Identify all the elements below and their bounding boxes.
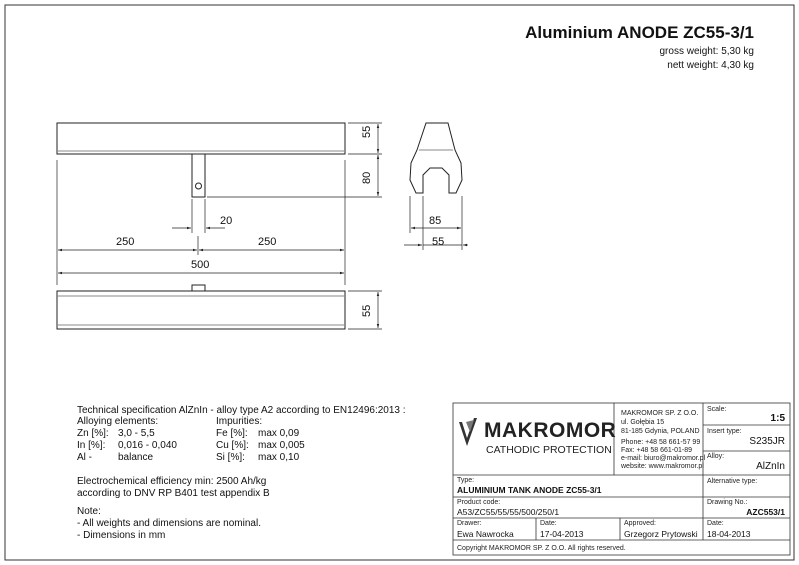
gross-weight: gross weight: 5,30 kg: [659, 46, 754, 57]
drawing-title: Aluminium ANODE ZC55-3/1: [525, 23, 754, 42]
company-phone: Phone: +48 58 661-57 99: [621, 439, 701, 446]
spec-val-zn: 3,0 - 5,5: [118, 428, 155, 439]
dim-label-55-side: 55: [361, 125, 373, 138]
alloy-label: Alloy:: [707, 453, 725, 460]
dim-label-500: 500: [191, 259, 210, 271]
drawing-no-value: AZC553/1: [746, 507, 785, 517]
product-code-label: Product code:: [457, 499, 501, 506]
company-email: e-mail: biuro@makromor.pl: [621, 455, 706, 462]
approved-value: Grzegorz Prytowski: [624, 529, 698, 539]
spec-impval-cu: max 0,005: [258, 440, 305, 451]
impurities-label: Impurities:: [216, 416, 263, 427]
nett-weight: nett weight: 4,30 kg: [667, 60, 754, 71]
brand-subtitle: CATHODIC PROTECTION: [486, 444, 612, 456]
makromor-logo-icon: [459, 418, 477, 446]
dim-label-85: 85: [429, 215, 442, 227]
spec-val-al: balance: [118, 452, 154, 463]
efficiency-line-2: according to DNV RP B401 test appendix B: [77, 488, 270, 499]
anode-profile-view: [410, 123, 462, 193]
spec-el-zn: Zn [%]:: [77, 428, 109, 439]
dim-label-55-bottom: 55: [361, 304, 373, 317]
dim-label-80: 80: [361, 171, 373, 184]
alloy-value: AlZnIn: [756, 461, 785, 472]
company-street: ul. Gołębia 15: [621, 419, 665, 426]
dim-55-side: [207, 123, 382, 197]
company-fax: Fax: +48 58 661-01-89: [621, 447, 693, 454]
copyright: Copyright MAKROMOR SP. Z O.O. All rights reserved.: [457, 545, 626, 552]
scale-value: 1:5: [770, 413, 785, 424]
dim-label-250-right: 250: [258, 236, 277, 248]
type-label: Type:: [457, 477, 475, 484]
dim-label-55-front: 55: [432, 236, 445, 248]
drawer-label: Drawer:: [457, 520, 482, 527]
approved-label: Approved:: [624, 520, 656, 527]
date-drawn-value: 17-04-2013: [540, 529, 584, 539]
spec-el-al: Al -: [77, 452, 92, 463]
note-1: - All weights and dimensions are nominal.: [77, 518, 261, 529]
type-value: ALUMINIUM TANK ANODE ZC55-3/1: [457, 485, 602, 495]
spec-heading: Technical specification AlZnIn - alloy type A2 according to EN12496:2013 :: [77, 405, 406, 416]
company-website: website: www.makromor.pl: [621, 463, 704, 470]
dim-20: [172, 199, 225, 233]
note-title: Note:: [77, 506, 101, 517]
spec-imp-si: Si [%]:: [216, 452, 245, 463]
spec-val-in: 0,016 - 0,040: [118, 440, 177, 451]
company-name: MAKROMOR SP. Z O.O.: [621, 410, 699, 417]
date-approved-label: Date:: [707, 520, 724, 527]
spec-el-in: In [%]:: [77, 440, 106, 451]
alternative-type-label: Alternative type:: [707, 478, 758, 485]
dim-label-20: 20: [220, 215, 233, 227]
dim-label-250-left: 250: [116, 236, 135, 248]
company-city: 81-185 Gdynia, POLAND: [621, 428, 700, 435]
drawer-value: Ewa Nawrocka: [457, 529, 514, 539]
product-code-value: A53/ZC55/55/55/500/250/1: [457, 507, 560, 517]
insert-type-value: S235JR: [749, 436, 785, 447]
spec-impval-si: max 0,10: [258, 452, 300, 463]
alloying-label: Alloying elements:: [77, 416, 159, 427]
brand-name: MAKROMOR: [484, 419, 617, 442]
spec-imp-cu: Cu [%]:: [216, 440, 249, 451]
spec-impval-fe: max 0,09: [258, 428, 300, 439]
drawing-no-label: Drawing No.:: [707, 499, 748, 506]
date-drawn-label: Date:: [540, 520, 557, 527]
anode-front-view: [57, 285, 345, 329]
date-approved-value: 18-04-2013: [707, 529, 751, 539]
scale-label: Scale:: [707, 406, 727, 413]
spec-imp-fe: Fe [%]:: [216, 428, 248, 439]
anode-top-view: [57, 123, 345, 197]
insert-type-label: Insert type:: [707, 428, 742, 435]
note-2: - Dimensions in mm: [77, 530, 166, 541]
efficiency-line-1: Electrochemical efficiency min: 2500 Ah/kg: [77, 476, 267, 487]
